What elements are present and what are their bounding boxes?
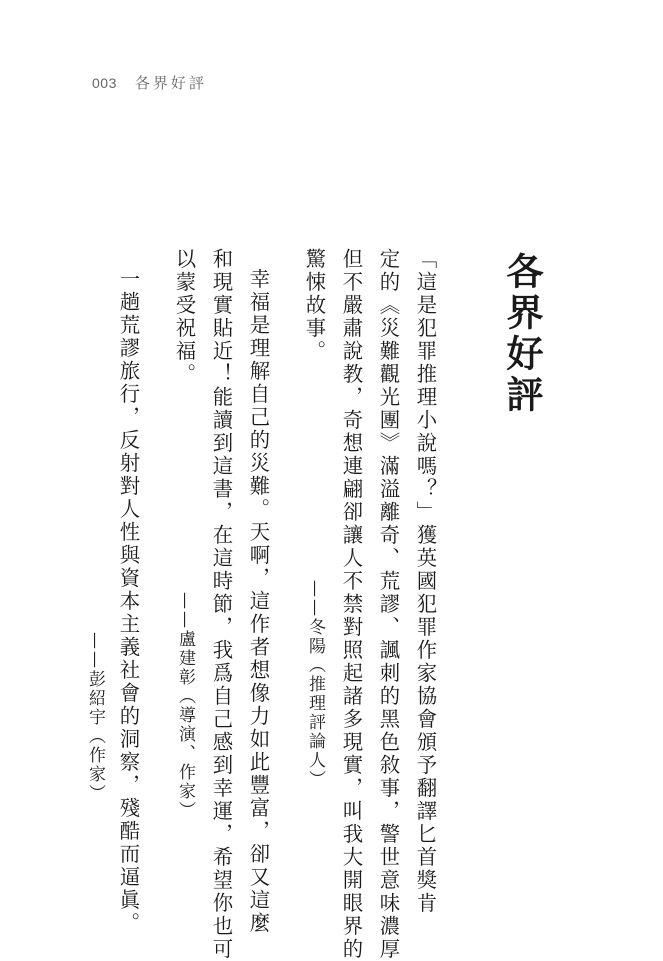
review-1-line-4: 驚悚故事。 <box>302 248 327 363</box>
review-3-attribution: ——彭紹宇（作家） <box>85 632 105 803</box>
running-head <box>92 72 207 93</box>
review-2-attribution: ——盧建彰（導演、作家） <box>175 592 195 820</box>
review-2-line-2: 和現實貼近！能讀到這書，在這時節，我爲自己感到幸運，希望你也可 <box>209 248 234 961</box>
running-title: 各界好評 <box>134 74 207 92</box>
review-1-line-1: 「這是犯罪推理小說嗎？」獲英國犯罪作家協會頒予翻譯匕首獎肯 <box>413 248 438 915</box>
review-1-attribution: ——冬陽（推理評論人） <box>305 580 325 789</box>
review-3-line-1: 一趟荒謬旅行，反射對人性與資本主義社會的洞察，殘酷而逼眞。 <box>116 268 141 936</box>
review-2-line-1: 幸福是理解自己的災難。天啊，這作者想像力如此豐富，卻又這麼 <box>246 268 271 936</box>
review-2-line-3: 以蒙受祝福。 <box>172 248 197 386</box>
review-1-line-3: 但不嚴肅說教，奇想連翩卻讓人不禁對照起諸多現實，叫我大開眼界的 <box>339 248 364 961</box>
section-title: 各界好評 <box>500 252 544 416</box>
review-1-line-2: 定的《災難觀光團》滿溢離奇、荒謬、諷刺的黑色敘事，警世意味濃厚 <box>376 248 401 961</box>
page-number: 003 <box>92 75 117 91</box>
